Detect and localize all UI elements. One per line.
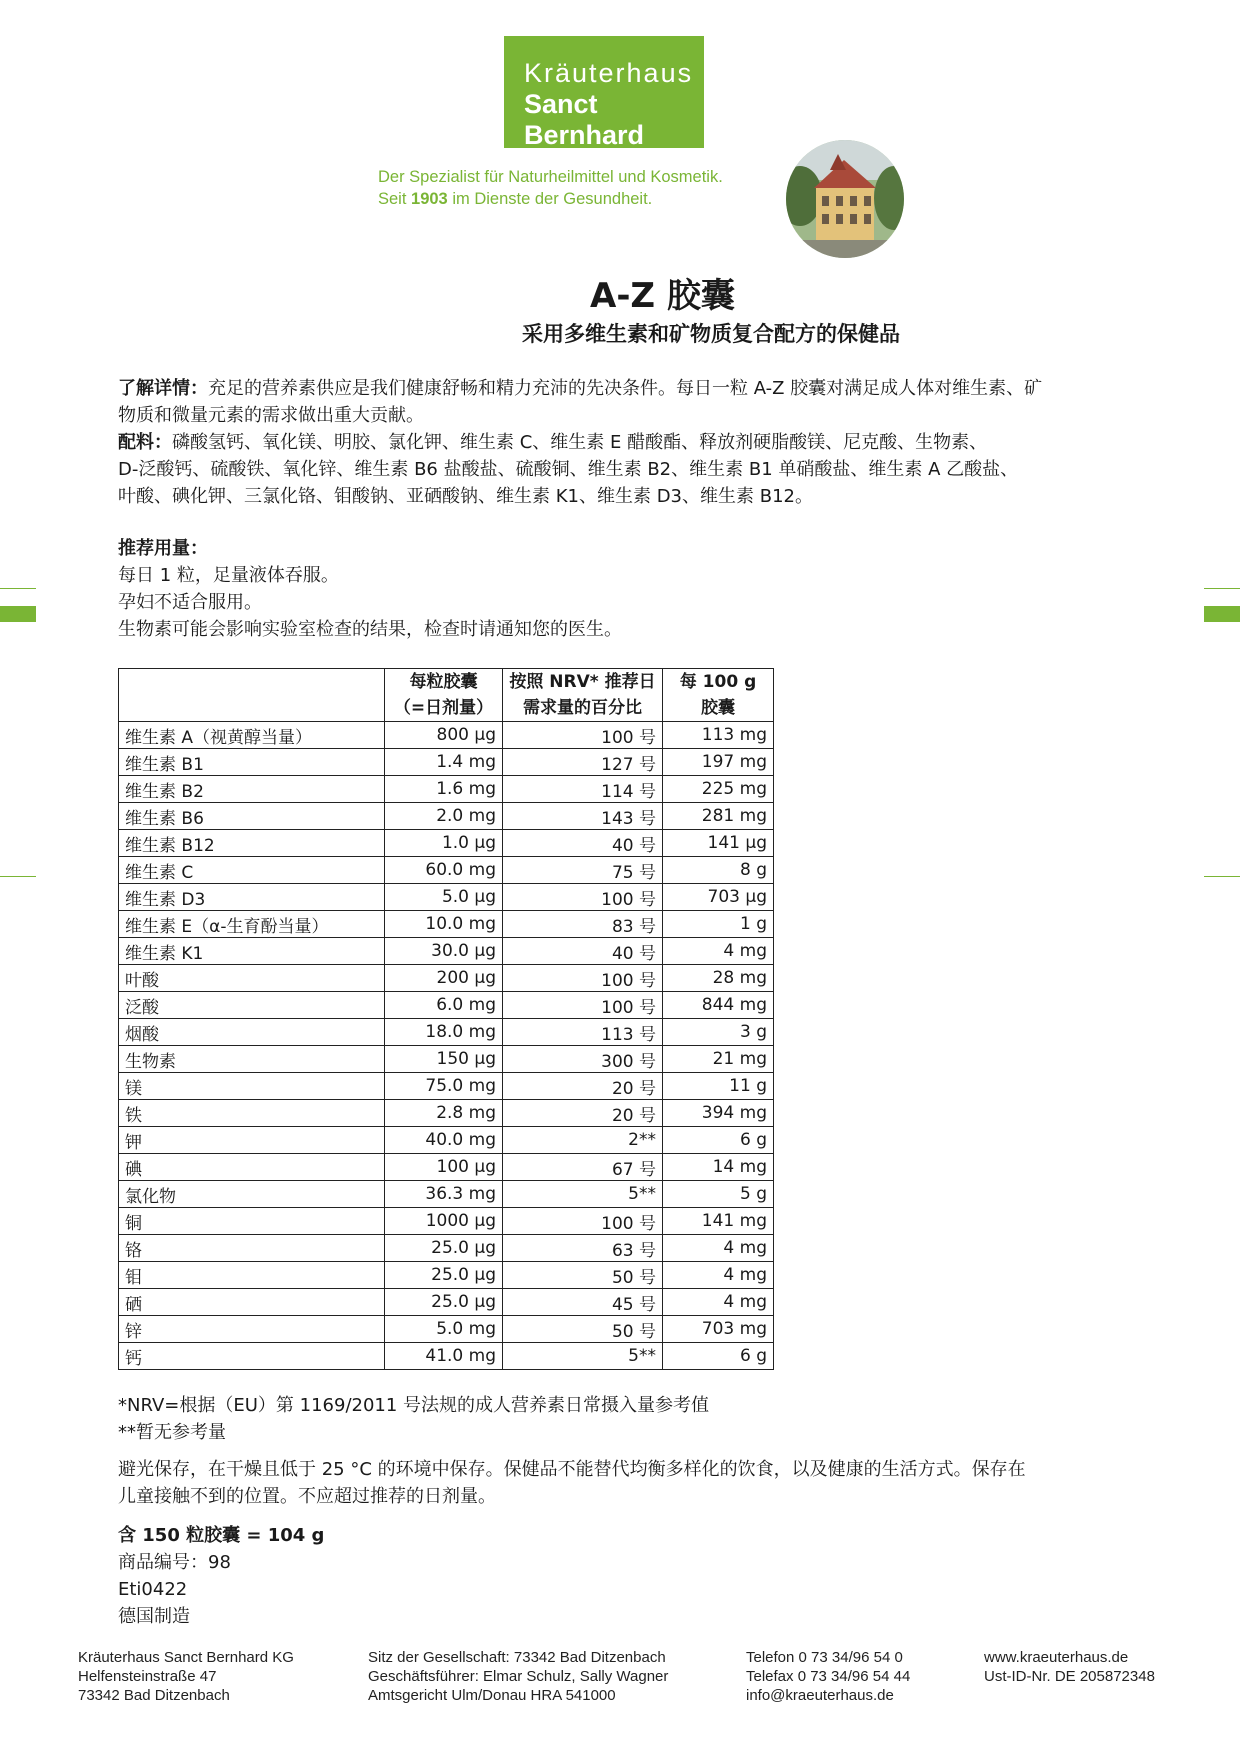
per-100g-value: 11 g bbox=[663, 1073, 774, 1100]
logo-line-1: Kräuterhaus bbox=[524, 58, 694, 88]
per-capsule-value: 1000 µg bbox=[385, 1208, 503, 1235]
ingredients-label: 配料： bbox=[118, 432, 172, 453]
nutrient-name: 碘 bbox=[119, 1154, 385, 1181]
per-capsule-value: 800 µg bbox=[385, 722, 503, 749]
nutrient-name: 维生素 A（视黄醇当量） bbox=[119, 722, 385, 749]
table-row bbox=[119, 749, 774, 776]
left-fold-line-upper bbox=[0, 588, 36, 589]
per-capsule-value: 40.0 mg bbox=[385, 1127, 503, 1154]
right-fold-line-upper bbox=[1204, 588, 1240, 589]
description-block bbox=[118, 375, 1178, 510]
header-name-cell bbox=[119, 669, 385, 722]
nutrient-name: 钾 bbox=[119, 1127, 385, 1154]
tagline-post: im Dienste der Gesundheit. bbox=[447, 190, 653, 208]
nutrient-name: 生物素 bbox=[119, 1046, 385, 1073]
per-capsule-value: 1.4 mg bbox=[385, 749, 503, 776]
per-100g-value: 14 mg bbox=[663, 1154, 774, 1181]
nutrient-name: 硒 bbox=[119, 1289, 385, 1316]
header-nrv bbox=[503, 669, 663, 722]
footer-seat: Sitz der Gesellschaft: 73342 Bad Ditzenbach bbox=[368, 1649, 666, 1666]
table-row bbox=[119, 1154, 774, 1181]
per-capsule-value: 30.0 µg bbox=[385, 938, 503, 965]
nrv-percent-value: 100 号 bbox=[503, 884, 663, 911]
per-capsule-value: 6.0 mg bbox=[385, 992, 503, 1019]
dosage-block bbox=[118, 535, 1178, 643]
footer-website[interactable]: www.kraeuterhaus.de bbox=[984, 1649, 1129, 1666]
nutrient-name: 维生素 B2 bbox=[119, 776, 385, 803]
nutrient-name: 锌 bbox=[119, 1316, 385, 1343]
footer-company-name: Kräuterhaus Sanct Bernhard KG bbox=[78, 1649, 294, 1666]
nrv-percent-value: 100 号 bbox=[503, 992, 663, 1019]
storage-line-1: 避光保存，在干燥且低于 25 °C 的环境中保存。保健品不能替代均衡多样化的饮食，以及健康的生活方式。保存在 bbox=[118, 1459, 1026, 1480]
per-100g-value: 28 mg bbox=[663, 965, 774, 992]
header-per-100g-line-1: 每 100 g 胶囊 bbox=[679, 672, 757, 718]
nutrition-table bbox=[118, 668, 774, 1370]
per-100g-value: 8 g bbox=[663, 857, 774, 884]
ingredients-text-1: 磷酸氢钙、氧化镁、明胶、氯化钾、维生素 C、维生素 E 醋酸酯、释放剂硬脂酸镁、尼克酸、生物素、 bbox=[172, 432, 988, 453]
per-capsule-value: 5.0 mg bbox=[385, 1316, 503, 1343]
package-content bbox=[118, 1522, 324, 1549]
per-100g-value: 703 mg bbox=[663, 1316, 774, 1343]
per-capsule-value: 41.0 mg bbox=[385, 1343, 503, 1370]
per-capsule-value: 10.0 mg bbox=[385, 911, 503, 938]
per-capsule-value: 18.0 mg bbox=[385, 1019, 503, 1046]
footer-fax: Telefax 0 73 34/96 54 44 bbox=[746, 1668, 911, 1685]
footer-web bbox=[984, 1648, 1155, 1686]
table-row bbox=[119, 911, 774, 938]
footer-legal bbox=[368, 1648, 668, 1705]
per-100g-value: 703 µg bbox=[663, 884, 774, 911]
nutrient-name: 铜 bbox=[119, 1208, 385, 1235]
per-capsule-value: 25.0 µg bbox=[385, 1262, 503, 1289]
nrv-percent-value: 40 号 bbox=[503, 830, 663, 857]
nutrient-name: 叶酸 bbox=[119, 965, 385, 992]
footer-managers: Geschäftsführer: Elmar Schulz, Sally Wagner bbox=[368, 1668, 669, 1685]
table-row bbox=[119, 803, 774, 830]
table-header-row bbox=[119, 669, 774, 722]
nutrient-name: 钼 bbox=[119, 1262, 385, 1289]
no-reference-note: **暂无参考量 bbox=[118, 1422, 226, 1443]
dosage-label-text: 推荐用量： bbox=[118, 538, 208, 559]
logo-line-2: Sanct Bernhard bbox=[524, 89, 645, 150]
per-capsule-value: 2.0 mg bbox=[385, 803, 503, 830]
per-capsule-value: 2.8 mg bbox=[385, 1100, 503, 1127]
article-number: 商品编号：98 bbox=[118, 1552, 231, 1573]
table-row bbox=[119, 1316, 774, 1343]
per-100g-value: 4 mg bbox=[663, 1235, 774, 1262]
per-capsule-value: 75.0 mg bbox=[385, 1073, 503, 1100]
per-100g-value: 225 mg bbox=[663, 776, 774, 803]
per-capsule-value: 5.0 µg bbox=[385, 884, 503, 911]
header-per-100g bbox=[663, 669, 774, 722]
nutrient-name: 氯化物 bbox=[119, 1181, 385, 1208]
per-100g-value: 141 mg bbox=[663, 1208, 774, 1235]
product-subtitle: 采用多维生素和矿物质复合配方的保健品 bbox=[522, 322, 900, 346]
table-row bbox=[119, 1127, 774, 1154]
table-row bbox=[119, 1181, 774, 1208]
per-100g-value: 197 mg bbox=[663, 749, 774, 776]
table-row bbox=[119, 884, 774, 911]
nrv-percent-value: 300 号 bbox=[503, 1046, 663, 1073]
per-100g-value: 1 g bbox=[663, 911, 774, 938]
nrv-percent-value: 100 号 bbox=[503, 1208, 663, 1235]
per-capsule-value: 25.0 µg bbox=[385, 1289, 503, 1316]
table-row bbox=[119, 1208, 774, 1235]
per-capsule-value: 60.0 mg bbox=[385, 857, 503, 884]
per-capsule-value: 200 µg bbox=[385, 965, 503, 992]
nrv-percent-value: 143 号 bbox=[503, 803, 663, 830]
building-photo bbox=[786, 140, 904, 258]
nrv-percent-value: 20 号 bbox=[503, 1100, 663, 1127]
table-row bbox=[119, 1343, 774, 1370]
per-100g-value: 113 mg bbox=[663, 722, 774, 749]
tagline-year: 1903 bbox=[411, 190, 448, 208]
table-row bbox=[119, 1046, 774, 1073]
dosage-label bbox=[118, 535, 1178, 562]
per-100g-value: 6 g bbox=[663, 1127, 774, 1154]
footer-phone: Telefon 0 73 34/96 54 0 bbox=[746, 1649, 903, 1666]
footer-company bbox=[78, 1648, 294, 1705]
table-row bbox=[119, 1073, 774, 1100]
nutrient-name: 维生素 B1 bbox=[119, 749, 385, 776]
header-per-capsule bbox=[385, 669, 503, 722]
nrv-percent-value: 114 号 bbox=[503, 776, 663, 803]
table-body bbox=[119, 722, 774, 1370]
right-fold-line-lower bbox=[1204, 876, 1240, 877]
storage-info bbox=[118, 1456, 1178, 1510]
nutrient-name: 维生素 K1 bbox=[119, 938, 385, 965]
country-of-origin: 德国制造 bbox=[118, 1606, 190, 1627]
nutrient-name: 维生素 E（α-生育酚当量） bbox=[119, 911, 385, 938]
description-text-1: 充足的营养素供应是我们健康舒畅和精力充沛的先决条件。每日一粒 A-Z 胶囊对满足成人体对维生素、矿 bbox=[208, 378, 1043, 399]
table-row bbox=[119, 776, 774, 803]
table-row bbox=[119, 722, 774, 749]
footer-register: Amtsgericht Ulm/Donau HRA 541000 bbox=[368, 1687, 616, 1704]
tagline-pre: Seit bbox=[378, 190, 412, 208]
ingredients-line-1 bbox=[118, 429, 1178, 456]
per-100g-value: 394 mg bbox=[663, 1100, 774, 1127]
nrv-percent-value: 2** bbox=[503, 1127, 663, 1154]
per-capsule-value: 100 µg bbox=[385, 1154, 503, 1181]
nrv-percent-value: 127 号 bbox=[503, 749, 663, 776]
per-100g-value: 141 µg bbox=[663, 830, 774, 857]
per-capsule-value: 1.6 mg bbox=[385, 776, 503, 803]
per-100g-value: 3 g bbox=[663, 1019, 774, 1046]
header-nrv-line-2: 需求量的百分比 bbox=[523, 698, 642, 718]
footer-city: 73342 Bad Ditzenbach bbox=[78, 1687, 230, 1704]
table-row bbox=[119, 1262, 774, 1289]
nutrient-name: 泛酸 bbox=[119, 992, 385, 1019]
nutrient-name: 维生素 B6 bbox=[119, 803, 385, 830]
per-100g-value: 844 mg bbox=[663, 992, 774, 1019]
table-row bbox=[119, 965, 774, 992]
table-row bbox=[119, 857, 774, 884]
per-capsule-value: 25.0 µg bbox=[385, 1235, 503, 1262]
package-content-text: 含 150 粒胶囊 = 104 g bbox=[118, 1525, 325, 1546]
per-100g-value: 4 mg bbox=[663, 1289, 774, 1316]
tagline-line-1: Der Spezialist für Naturheilmittel und Kosmetik. bbox=[378, 168, 723, 186]
header-nrv-line-1: 按照 NRV* 推荐日 bbox=[509, 672, 656, 692]
nrv-percent-value: 50 号 bbox=[503, 1262, 663, 1289]
footer-street: Helfensteinstraße 47 bbox=[78, 1668, 217, 1685]
table-row bbox=[119, 1235, 774, 1262]
nrv-percent-value: 45 号 bbox=[503, 1289, 663, 1316]
brand-tagline bbox=[378, 166, 723, 210]
ingredients-line-2: D-泛酸钙、硫酸铁、氧化锌、维生素 B6 盐酸盐、硫酸铜、维生素 B2、维生素 B1 单硝酸盐、维生素 A 乙酸盐、 bbox=[118, 459, 1019, 480]
left-margin-mark bbox=[0, 606, 36, 622]
dosage-line-2: 孕妇不适合服用。 bbox=[118, 592, 262, 613]
per-100g-value: 6 g bbox=[663, 1343, 774, 1370]
table-row bbox=[119, 992, 774, 1019]
nrv-percent-value: 5** bbox=[503, 1181, 663, 1208]
per-capsule-value: 36.3 mg bbox=[385, 1181, 503, 1208]
description-line-1 bbox=[118, 375, 1178, 402]
nrv-percent-value: 67 号 bbox=[503, 1154, 663, 1181]
nrv-note: *NRV=根据（EU）第 1169/2011 号法规的成人营养素日常摄入量参考值 bbox=[118, 1395, 710, 1416]
nutrient-name: 铬 bbox=[119, 1235, 385, 1262]
footer-contact bbox=[746, 1648, 910, 1705]
header-per-capsule-line-2: （=日剂量） bbox=[393, 698, 494, 718]
per-100g-value: 4 mg bbox=[663, 1262, 774, 1289]
nrv-percent-value: 100 号 bbox=[503, 722, 663, 749]
description-label: 了解详情： bbox=[118, 378, 208, 399]
left-fold-line-lower bbox=[0, 876, 36, 877]
label-code: Eti0422 bbox=[118, 1579, 188, 1600]
footer-vat-id: Ust-ID-Nr. DE 205872348 bbox=[984, 1668, 1155, 1685]
nrv-percent-value: 20 号 bbox=[503, 1073, 663, 1100]
table-row bbox=[119, 1100, 774, 1127]
nrv-percent-value: 75 号 bbox=[503, 857, 663, 884]
per-100g-value: 5 g bbox=[663, 1181, 774, 1208]
nrv-percent-value: 63 号 bbox=[503, 1235, 663, 1262]
nrv-percent-value: 113 号 bbox=[503, 1019, 663, 1046]
per-100g-value: 281 mg bbox=[663, 803, 774, 830]
nutrient-name: 维生素 B12 bbox=[119, 830, 385, 857]
description-line-2: 物质和微量元素的需求做出重大贡献。 bbox=[118, 405, 424, 426]
dosage-line-1: 每日 1 粒，足量液体吞服。 bbox=[118, 565, 339, 586]
per-capsule-value: 150 µg bbox=[385, 1046, 503, 1073]
package-info bbox=[118, 1522, 324, 1630]
nutrient-name: 维生素 C bbox=[119, 857, 385, 884]
table-notes bbox=[118, 1392, 709, 1446]
footer-email: info@kraeuterhaus.de bbox=[746, 1687, 894, 1704]
ingredients-line-3: 叶酸、碘化钾、三氯化铬、钼酸钠、亚硒酸钠、维生素 K1、维生素 D3、维生素 B12。 bbox=[118, 486, 813, 507]
nutrient-name: 维生素 D3 bbox=[119, 884, 385, 911]
table-row bbox=[119, 938, 774, 965]
header-per-capsule-line-1: 每粒胶囊 bbox=[409, 672, 478, 692]
table-row bbox=[119, 830, 774, 857]
product-title: A-Z 胶囊 bbox=[590, 276, 735, 316]
storage-line-2: 儿童接触不到的位置。不应超过推荐的日剂量。 bbox=[118, 1486, 496, 1507]
tagline-line-2 bbox=[378, 188, 723, 210]
right-margin-mark bbox=[1204, 606, 1240, 622]
nutrient-name: 钙 bbox=[119, 1343, 385, 1370]
nutrient-name: 铁 bbox=[119, 1100, 385, 1127]
brand-logo bbox=[504, 36, 704, 148]
per-100g-value: 21 mg bbox=[663, 1046, 774, 1073]
per-capsule-value: 1.0 µg bbox=[385, 830, 503, 857]
per-100g-value: 4 mg bbox=[663, 938, 774, 965]
table-row bbox=[119, 1019, 774, 1046]
nutrient-name: 烟酸 bbox=[119, 1019, 385, 1046]
dosage-line-3: 生物素可能会影响实验室检查的结果，检查时请通知您的医生。 bbox=[118, 619, 622, 640]
nutrient-name: 镁 bbox=[119, 1073, 385, 1100]
nrv-percent-value: 50 号 bbox=[503, 1316, 663, 1343]
table-row bbox=[119, 1289, 774, 1316]
nrv-percent-value: 40 号 bbox=[503, 938, 663, 965]
nrv-percent-value: 5** bbox=[503, 1343, 663, 1370]
nrv-percent-value: 100 号 bbox=[503, 965, 663, 992]
nrv-percent-value: 83 号 bbox=[503, 911, 663, 938]
